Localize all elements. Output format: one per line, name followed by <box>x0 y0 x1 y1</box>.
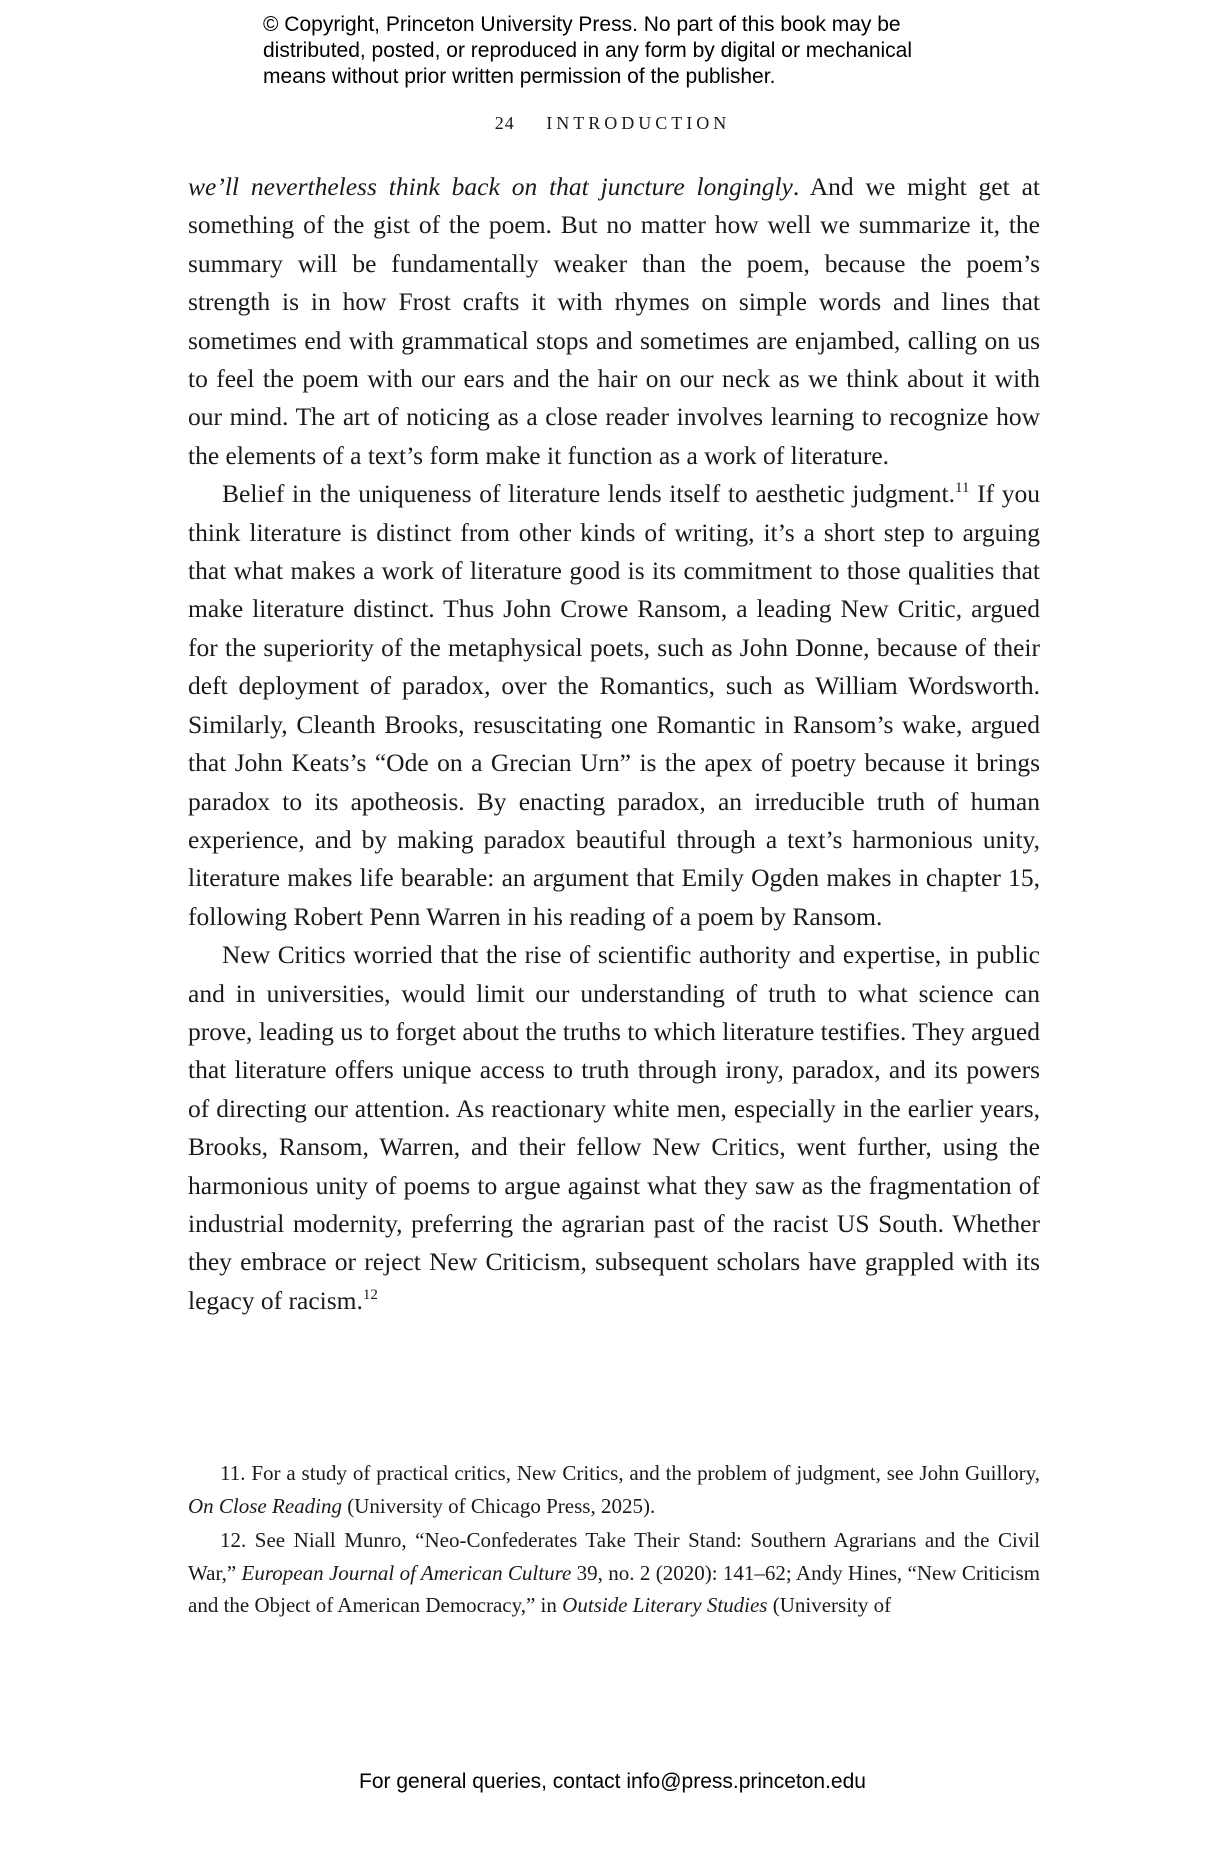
paragraph-text: If you think literature is distinct from other kinds of writing, it’s a short step to arguing that what makes a work of literature good is its commitment to those qualities that make literature distinct. Thus John Crowe Ransom, a leading New Critic, argued for the superiority of the metaphysical poets, such as John Donne, because of their deft deployment of paradox, over the Romantics, such as William Wordsworth. Similarly, Cleanth Brooks, resuscitating one Romantic in Ransom’s wake, argued that John Keats’s “Ode on a Grecian Urn” is the apex of poetry because it brings paradox to its apotheosis. By enacting paradox, an irreducible truth of human experience, and by making paradox beautiful through a text’s harmonious unity, literature makes life bearable: an argument that Emily Ogden makes in chapter 15, following Robert Penn Warren in his reading of a poem by Ransom. <box>188 479 1040 931</box>
copyright-line: © Copyright, Princeton University Press. No part of this book may be <box>263 13 901 36</box>
paragraph-1 <box>188 168 1040 475</box>
copyright-line: distributed, posted, or reproduced in any form by digital or mechanical <box>263 39 913 62</box>
footnote-text: 12. See Niall Munro, “Neo-Confederates Take Their Stand: Southern Agrarians and the Civil War,” <box>188 1528 1040 1585</box>
footnote-text: 39, no. 2 (2020): 141–62; Andy Hines, “New Criticism and the Object of American Democracy,” in <box>188 1560 1041 1617</box>
paragraph-3 <box>188 936 1040 1320</box>
paragraph-2 <box>188 475 1040 936</box>
footnote-text: (University of Chicago Press, 2025). <box>341 1493 656 1518</box>
footnote-title: On Close Reading <box>188 1493 342 1518</box>
footnote-title: Outside Literary Studies <box>562 1593 768 1617</box>
footnote-11 <box>188 1457 1040 1522</box>
paragraph-text: New Critics worried that the rise of scientific authority and expertise, in public and in universities, would limit our understanding of truth to what science can prove, leading us to forget about the truths to which literature testifies. They argued that literature offers unique access to truth through irony, paradox, and its powers of directing our attention. As reactionary white men, especially in the earlier years, Brooks, Ransom, Warren, and their fellow New Critics, went further, using the harmonious unity of poems to argue against what they saw as the fragmentation of industrial modernity, preferring the agrarian past of the racist US South. Whether they embrace or reject New Criticism, subsequent scholars have grappled with its legacy of racism. <box>188 940 1040 1315</box>
section-title: INTRODUCTION <box>546 113 731 133</box>
footnotes <box>188 1457 1040 1624</box>
paragraph-text: Belief in the uniqueness of literature lends itself to aesthetic judgment. <box>222 479 955 509</box>
paragraph-text: . And we might get at something of the gist of the poem. But no matter how well we summarize it, the summary will be fundamentally weaker than the poem, because the poem’s strength is in how Frost crafts it with rhymes on simple words and lines that sometimes end with grammatical stops and sometimes are enjambed, calling on us to feel the poem with our ears and the hair on our neck as we think about it with our mind. The art of noticing as a close reader involves learning to recognize how the elements of a text’s form make it function as a work of literature. <box>188 172 1040 470</box>
page-number: 24 <box>494 113 515 133</box>
running-head <box>0 113 1225 134</box>
footnote-12 <box>188 1524 1040 1622</box>
footnote-text: (University of <box>767 1593 892 1617</box>
copyright-notice <box>263 12 983 90</box>
footer-contact: For general queries, contact info@press.princeton.edu <box>359 1770 866 1793</box>
italic-lead: we’ll nevertheless think back on that juncture longingly <box>188 172 793 201</box>
footnote-text: 11. For a study of practical critics, New Critics, and the problem of judgment, see John Guillory, <box>220 1461 1040 1485</box>
footnote-reference[interactable]: 11 <box>955 480 970 497</box>
copyright-line: means without prior written permission of the publisher. <box>263 65 776 88</box>
footnote-reference[interactable]: 12 <box>362 1286 378 1303</box>
body-text <box>188 168 1040 1320</box>
footnote-title: European Journal of American Culture <box>241 1560 572 1585</box>
